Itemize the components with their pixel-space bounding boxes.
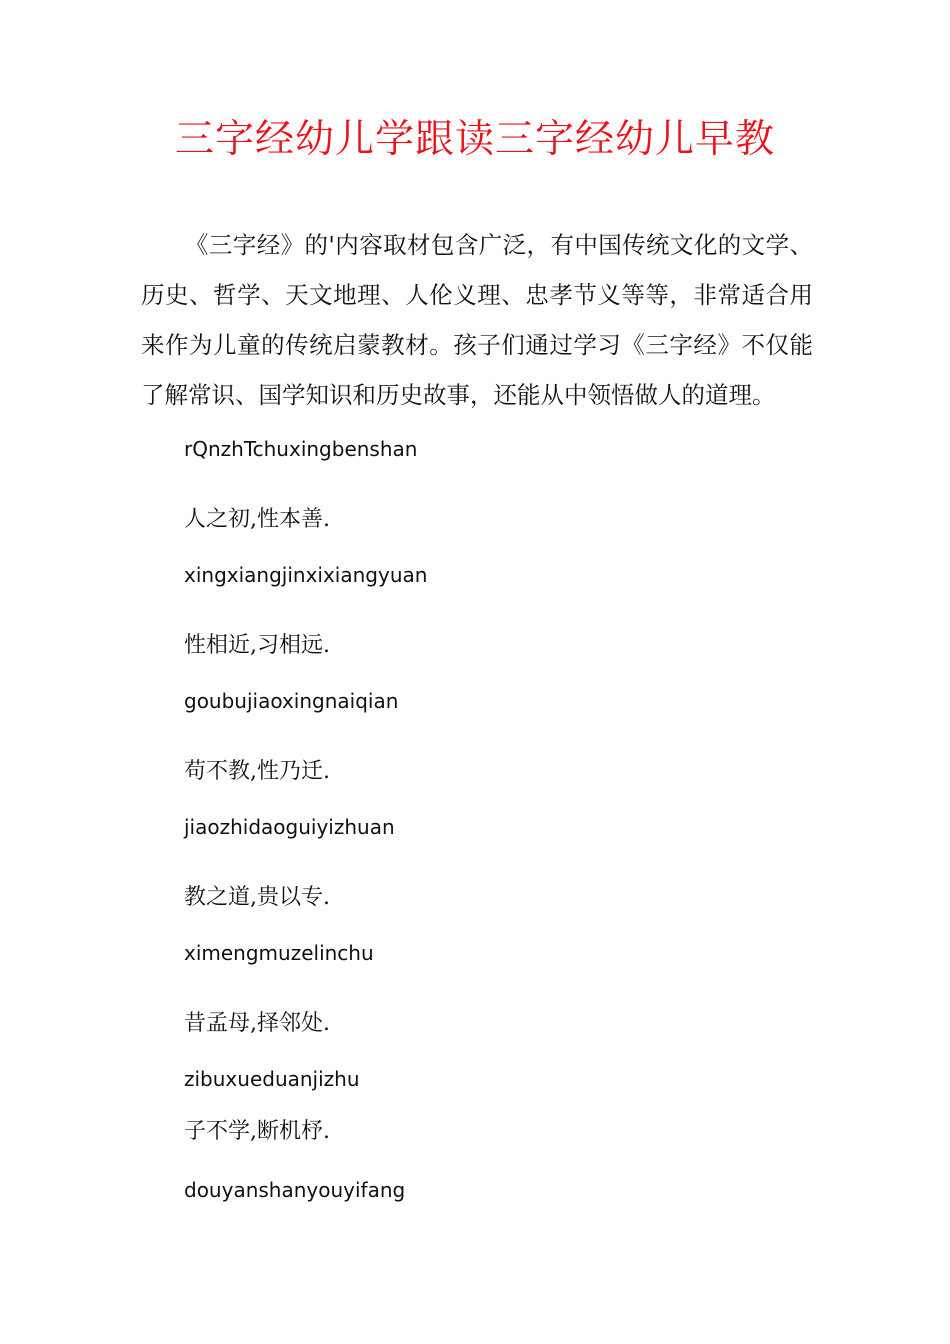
pinyin-line-1: rQnzhTchuxingbenshan [184,437,418,461]
pinyin-line-5: ximengmuzelinchu [184,941,374,965]
pinyin-line-6: zibuxueduanjizhu [184,1067,360,1091]
verse-line-1: 人之初,性本善. [184,507,330,532]
intro-paragraph: 《三字经》的'内容取材包含广泛，有中国传统文化的文学、历史、哲学、天文地理、人伦义理、忠孝节义等等，非常适合用来作为儿童的传统启蒙教材。孩子们通过学习《三字经》不仅能了解常识、国学知识和历史故事，还能从中领悟做人的道理。 [141,231,813,409]
pinyin-line-3: goubujiaoxingnaiqian [184,689,399,713]
pinyin-line-2: xingxiangjinxixiangyuan [184,563,428,587]
verse-line-2: 性相近,习相远. [184,633,330,658]
pinyin-line-7: douyanshanyouyifang [184,1178,406,1202]
verse-line-3: 苟不教,性乃迁. [184,759,330,784]
document-title: 三字经幼儿学跟读三字经幼儿早教 [174,117,775,162]
verse-line-5: 昔孟母,择邻处. [184,1011,330,1036]
verse-line-6: 子不学,断机杼. [184,1119,330,1144]
pinyin-line-4: jiaozhidaoguiyizhuan [184,815,395,839]
verse-line-4: 教之道,贵以专. [184,885,330,910]
